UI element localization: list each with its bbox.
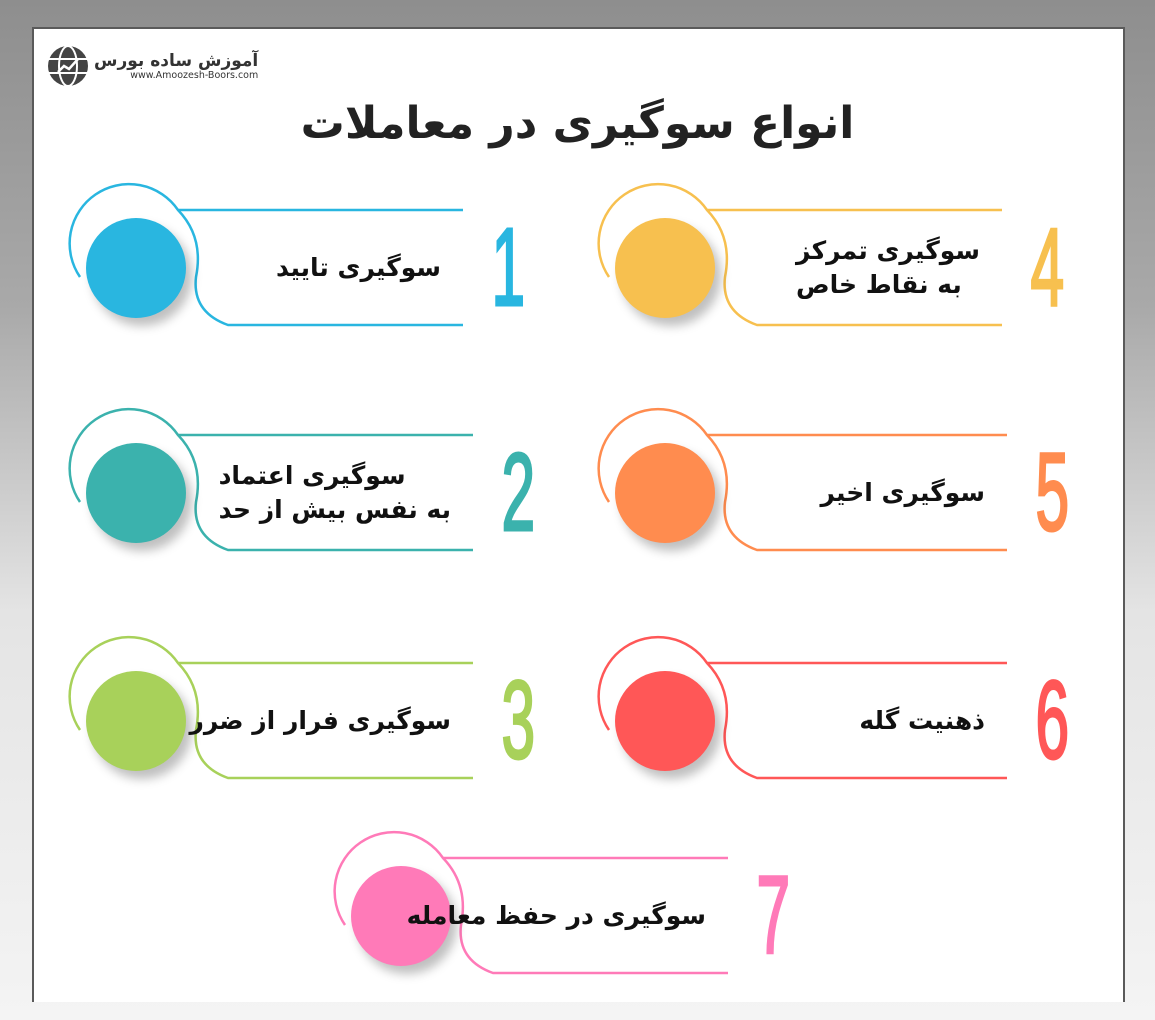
card-label xyxy=(189,660,451,782)
card-number: 3 xyxy=(501,659,535,782)
card-number: 4 xyxy=(1030,206,1064,329)
color-circle xyxy=(86,218,186,318)
card-label xyxy=(859,660,985,782)
color-circle xyxy=(86,671,186,771)
label-line: سوگیری در حفظ معامله xyxy=(406,901,706,930)
color-circle xyxy=(615,671,715,771)
bias-card-6 xyxy=(607,660,1067,782)
label-line: سوگیری اعتماد xyxy=(218,461,406,490)
card-label xyxy=(820,432,985,554)
bias-card-7 xyxy=(343,855,788,977)
card-number: 7 xyxy=(756,854,790,977)
color-circle xyxy=(615,218,715,318)
card-number: 1 xyxy=(491,206,525,329)
label-line: سوگیری تمرکز xyxy=(796,236,980,265)
label-line: ذهنیت گله xyxy=(859,706,985,735)
label-line: به نقاط خاص xyxy=(796,270,962,299)
card-label xyxy=(796,207,980,329)
card-label xyxy=(276,207,441,329)
label-line: به نفس بیش از حد xyxy=(218,495,451,524)
label-line: سوگیری اخیر xyxy=(820,478,985,507)
color-circle xyxy=(86,443,186,543)
card-number: 2 xyxy=(501,431,535,554)
card-number: 6 xyxy=(1035,659,1069,782)
brand-logo xyxy=(46,44,258,88)
card-label xyxy=(407,855,706,977)
bias-card-5 xyxy=(607,432,1067,554)
brand-name: آموزش ساده بورس xyxy=(94,50,259,71)
label-line: سوگیری تایید xyxy=(276,253,441,282)
card-label xyxy=(219,432,451,554)
bias-card-3 xyxy=(78,660,533,782)
bias-card-4 xyxy=(607,207,1062,329)
page-title: انواع سوگیری در معاملات xyxy=(300,98,855,149)
globe-chart-icon xyxy=(46,44,90,88)
label-line: سوگیری فرار از ضرر xyxy=(189,706,451,735)
color-circle xyxy=(615,443,715,543)
bias-card-1 xyxy=(78,207,523,329)
card-number: 5 xyxy=(1035,431,1069,554)
bias-card-2 xyxy=(78,432,533,554)
brand-url: www.Amoozesh-Boors.com xyxy=(130,69,259,81)
